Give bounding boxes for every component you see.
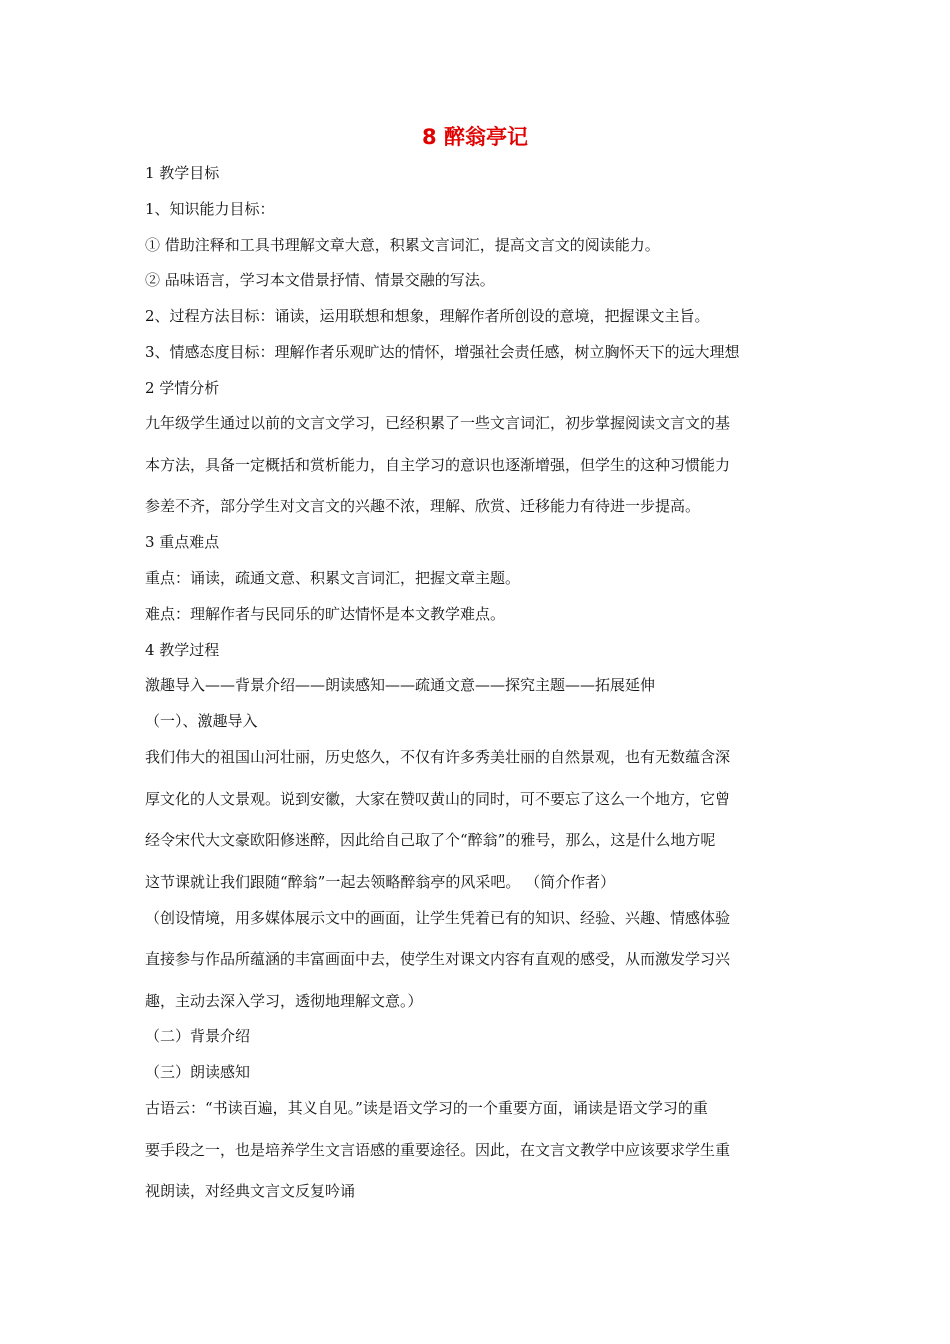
paragraph-line: 3、情感态度目标：理解作者乐观旷达的情怀，增强社会责任感，树立胸怀天下的远大理想 (145, 343, 740, 361)
paragraph-line: 1、知识能力目标： (145, 200, 275, 218)
paragraph-line: （一）、激趣导入 (145, 712, 258, 730)
section-heading-key-points: 3 重点难点 (145, 533, 220, 551)
paragraph-line: 重点：诵读，疏通文意、积累文言词汇，把握文章主题。 (145, 569, 521, 587)
paragraph-line: 经令宋代大文豪欧阳修迷醉，因此给自己取了个“醉翁”的雅号，那么，这是什么地方呢 (145, 831, 716, 849)
paragraph-line: ② 品味语言，学习本文借景抒情、情景交融的写法。 (145, 271, 495, 289)
paragraph-line: 古语云：“书读百遍，其义自见。”读是语文学习的一个重要方面，诵读是语文学习的重 (145, 1099, 708, 1117)
paragraph-line: 趣，主动去深入学习，透彻地理解文意。） (145, 992, 423, 1010)
document-title: 8 醉翁亭记 (422, 125, 528, 149)
paragraph-line: 要手段之一，也是培养学生文言语感的重要途径。因此，在文言文教学中应该要求学生重 (145, 1141, 731, 1159)
paragraph-line: 难点：理解作者与民同乐的旷达情怀是本文教学难点。 (145, 605, 506, 623)
section-heading-process: 4 教学过程 (145, 641, 220, 659)
paragraph-line: 这节课就让我们跟随“醉翁”一起去领略醉翁亭的风采吧。 （简介作者） (145, 873, 616, 891)
section-heading-objectives: 1 教学目标 (145, 164, 220, 182)
paragraph-line: （创设情境，用多媒体展示文中的画面，让学生凭着已有的知识、经验、兴趣、情感体验 (145, 909, 731, 927)
section-heading-analysis: 2 学情分析 (145, 379, 220, 397)
paragraph-line: （三）朗读感知 (145, 1063, 251, 1081)
paragraph-line: 参差不齐，部分学生对文言文的兴趣不浓，理解、欣赏、迁移能力有待进一步提高。 (145, 497, 701, 515)
paragraph-line: 直接参与作品所蕴涵的丰富画面中去，使学生对课文内容有直观的感受，从而激发学习兴 (145, 950, 731, 968)
paragraph-line: 2、过程方法目标：诵读，运用联想和想象，理解作者所创设的意境，把握课文主旨。 (145, 307, 710, 325)
paragraph-line: （二）背景介绍 (145, 1027, 251, 1045)
paragraph-line: 厚文化的人文景观。说到安徽，大家在赞叹黄山的同时，可不要忘了这么一个地方，它曾 (145, 790, 731, 808)
paragraph-line: 九年级学生通过以前的文言文学习，已经积累了一些文言词汇，初步掌握阅读文言文的基 (145, 414, 731, 432)
paragraph-line: 视朗读，对经典文言文反复吟诵 (145, 1182, 356, 1200)
paragraph-line: ① 借助注释和工具书理解文章大意，积累文言词汇，提高文言文的阅读能力。 (145, 236, 660, 254)
paragraph-line: 激趣导入——背景介绍——朗读感知——疏通文意——探究主题——拓展延伸 (145, 676, 656, 694)
paragraph-line: 本方法，具备一定概括和赏析能力，自主学习的意识也逐渐增强，但学生的这种习惯能力 (145, 456, 731, 474)
paragraph-line: 我们伟大的祖国山河壮丽，历史悠久，不仅有许多秀美壮丽的自然景观，也有无数蕴含深 (145, 748, 731, 766)
